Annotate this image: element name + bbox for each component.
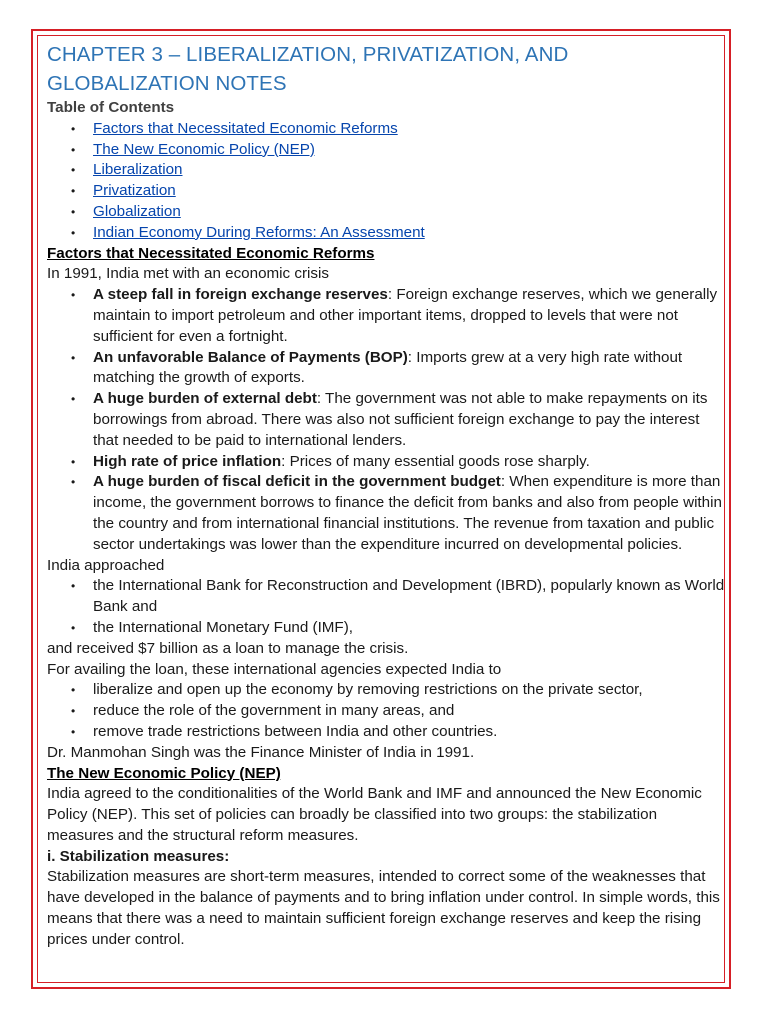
list-item: • the International Monetary Fund (IMF),: [93, 618, 727, 639]
factor-title: A steep fall in foreign exchange reserves: [93, 286, 388, 304]
factor-text: : When expenditure is more than income, the government borrows to finance the deficit from banks and also from people within the country and from international financial institutions. The revenue from taxation and public sector undertakings was lower than the expenditure incurred on developmental policies.: [93, 473, 722, 553]
chapter-title: CHAPTER 3 – LIBERALIZATION, PRIVATIZATION, AND GLOBALIZATION NOTES: [47, 43, 569, 95]
list-item: • liberalize and open up the economy by removing restrictions on the private sector,: [93, 680, 727, 701]
toc-link-globalization[interactable]: Globalization: [93, 202, 181, 220]
list-item: [93, 389, 727, 451]
agencies-list: [47, 576, 727, 638]
section-heading-nep: The New Economic Policy (NEP): [47, 764, 281, 782]
toc-link-nep[interactable]: The New Economic Policy (NEP): [93, 140, 315, 158]
minister-text: Dr. Manmohan Singh was the Finance Minister of India in 1991.: [47, 743, 475, 761]
toc-item: [93, 119, 727, 140]
list-item: [93, 285, 727, 347]
toc-list: [47, 119, 727, 244]
toc-item: [93, 160, 727, 181]
list-item: • the International Bank for Reconstruction and Development (IBRD), popularly known as World Bank and: [93, 576, 727, 618]
factor-title: High rate of price inflation: [93, 452, 282, 470]
list-item: [93, 452, 727, 473]
toc-heading: Table of Contents: [47, 99, 175, 116]
toc-item: [93, 223, 727, 244]
stabilization-text: Stabilization measures are short-term measures, intended to correct some of the weaknesses that have developed in the balance of payments and to bring inflation under control. In simple words, this means that there was a need to maintain sufficient foreign exchange reserves and keep the rising prices under control.: [47, 868, 720, 948]
factor-title: A huge burden of fiscal deficit in the government budget: [93, 473, 501, 491]
list-item: • remove trade restrictions between India and other countries.: [93, 722, 727, 743]
factors-intro: In 1991, India met with an economic crisis: [47, 265, 329, 283]
document-content: [47, 40, 727, 951]
factor-title: A huge burden of external debt: [93, 390, 317, 408]
toc-item: [93, 140, 727, 161]
list-item: • reduce the role of the government in many areas, and: [93, 701, 727, 722]
factor-text: : The government was not able to make repayments on its borrowings from abroad. There was also not sufficient foreign exchange to pay the interest that needed to be paid to international lenders.: [93, 390, 708, 449]
factor-text: : Foreign exchange reserves, which we generally maintain to import petroleum and other important items, dropped to levels that were not sufficient for even a fortnight.: [93, 286, 718, 345]
factors-list: [47, 285, 727, 555]
factor-text: : Imports grew at a very high rate without matching the growth of exports.: [93, 348, 683, 387]
expected-text: For availing the loan, these international agencies expected India to: [47, 660, 502, 678]
factor-title: An unfavorable Balance of Payments (BOP): [93, 348, 408, 366]
toc-link-factors[interactable]: Factors that Necessitated Economic Reforms: [93, 119, 398, 137]
list-item: [93, 348, 727, 390]
received-text: and received $7 billion as a loan to manage the crisis.: [47, 639, 409, 657]
toc-link-liberalization[interactable]: Liberalization: [93, 161, 183, 179]
conditions-list: [47, 680, 727, 742]
toc-link-privatization[interactable]: Privatization: [93, 182, 176, 200]
section-heading-factors: Factors that Necessitated Economic Reforms: [47, 244, 375, 262]
list-item: [93, 472, 727, 555]
toc-item: [93, 181, 727, 202]
approached-text: India approached: [47, 556, 165, 574]
toc-link-assessment[interactable]: Indian Economy During Reforms: An Assessment: [93, 223, 425, 241]
factor-text: : Prices of many essential goods rose sharply.: [281, 452, 590, 470]
stabilization-heading: i. Stabilization measures:: [47, 847, 230, 865]
nep-intro: India agreed to the conditionalities of the World Bank and IMF and announced the New Economic Policy (NEP). This set of policies can broadly be classified into two groups: the stabilization measures and the structural reform measures.: [47, 785, 702, 844]
toc-item: [93, 202, 727, 223]
